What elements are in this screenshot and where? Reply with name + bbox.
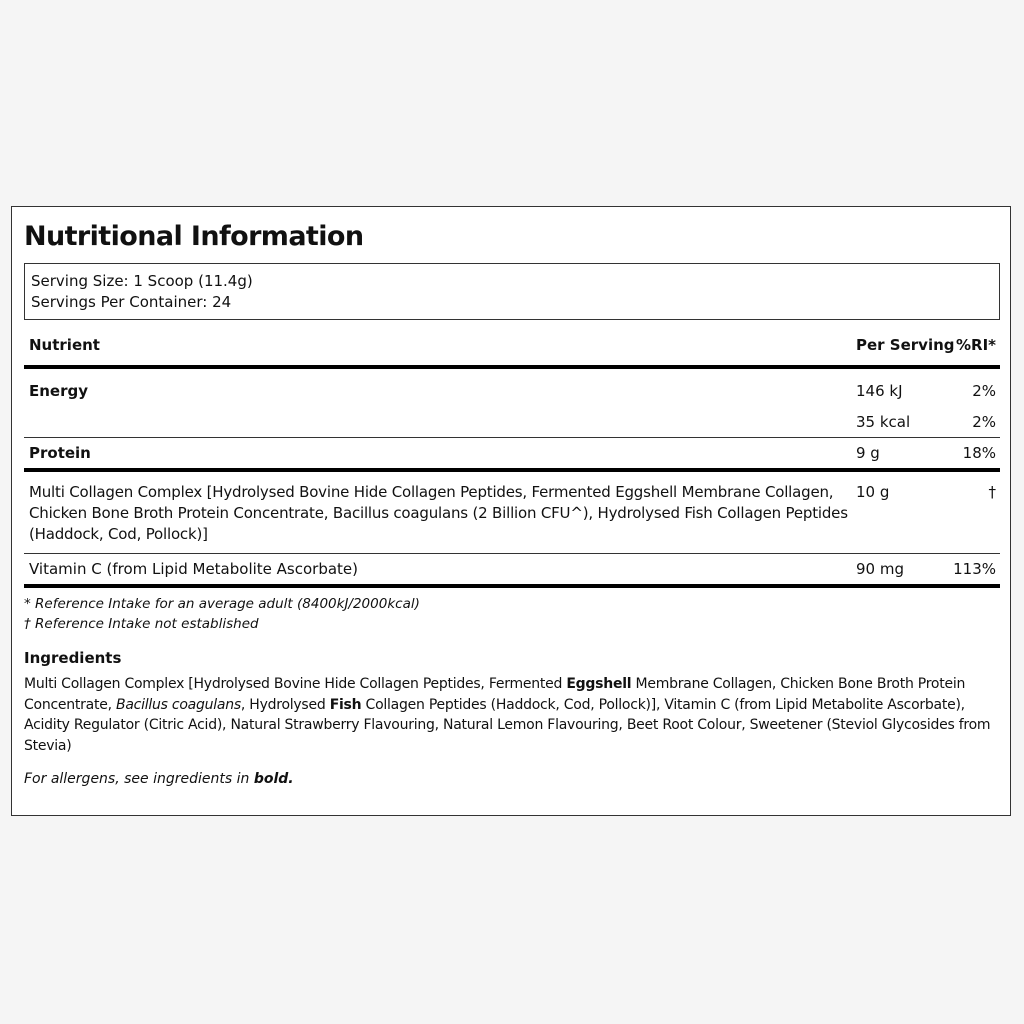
vitamin-c-ri: 113% [953,560,996,578]
energy-kcal-ri: 2% [972,413,996,431]
nutrition-table [24,320,1000,588]
serving-size: Serving Size: 1 Scoop (11.4g) [31,272,253,290]
protein-value: 9 g [856,444,880,462]
energy-kj-ri: 2% [972,382,996,400]
allergen-note-bold: bold. [253,771,294,787]
table-row-energy [24,369,1000,438]
ingredients-text [24,674,1004,756]
page-title: Nutritional Information [24,221,364,252]
allergen-eggshell: Eggshell [566,676,632,692]
table-row-protein [24,438,1000,472]
ri-footnote: * Reference Intake for an average adult (8400kJ/2000kcal) [24,596,420,612]
servings-per-container: Servings Per Container: 24 [31,293,232,311]
protein-label: Protein [29,444,91,462]
dagger-footnote: † Reference Intake not established [24,616,259,632]
vitamin-c-value: 90 mg [856,560,904,578]
nutrition-panel [11,206,1011,816]
ingredients-part-4: Collagen Peptides (Haddock, Cod, Pollock)], Vitamin C (from Lipid Metabolite Ascorbate), Acidity Regulator (Citric Acid), Natural Strawberry Flavouring, Natural Lemon Flavouring, Beet Root Colour, Sweetener (Steviol Glycosides from Stevia) [24,696,991,754]
energy-label: Energy [29,382,89,400]
energy-kj-value: 146 kJ [856,382,903,400]
ingredients-part-1: Multi Collagen Complex [Hydrolysed Bovine Hide Collagen Peptides, Fermented [24,676,567,692]
ingredients-bacillus: Bacillus coagulans [115,696,241,713]
table-header-row [24,320,1000,369]
header-ri: %RI* [955,336,996,354]
table-row-vitamin-c [24,554,1000,588]
allergen-note [24,771,294,787]
collagen-value: 10 g [856,483,890,501]
allergen-note-prefix: For allergens, see ingredients in [24,771,254,787]
footnotes [24,594,420,634]
allergen-fish: Fish [329,696,362,713]
ingredients-part-2: Membrane Collagen, Chicken Bone Broth Protein Concentrate, [24,676,966,713]
ingredients-part-3: , Hydrolysed [240,696,330,713]
header-nutrient: Nutrient [29,336,100,354]
header-per-serving: Per Serving [856,336,955,354]
collagen-label: Multi Collagen Complex [Hydrolysed Bovine Hide Collagen Peptides, Fermented Eggshell Membrane Collagen, Chicken Bone Broth Protein Concentrate, Bacillus coagulans (2 Billion CFU^), Hydrolysed Fish Collagen Peptides (Haddock, Cod, Pollock)] [29,483,848,543]
vitamin-c-label: Vitamin C (from Lipid Metabolite Ascorbate) [29,560,358,578]
ingredients-heading: Ingredients [24,649,122,667]
protein-ri: 18% [962,444,996,462]
table-row-collagen [24,472,1000,554]
collagen-ri: † [988,483,996,501]
energy-kcal-value: 35 kcal [856,413,911,431]
serving-info-box [24,263,1000,320]
